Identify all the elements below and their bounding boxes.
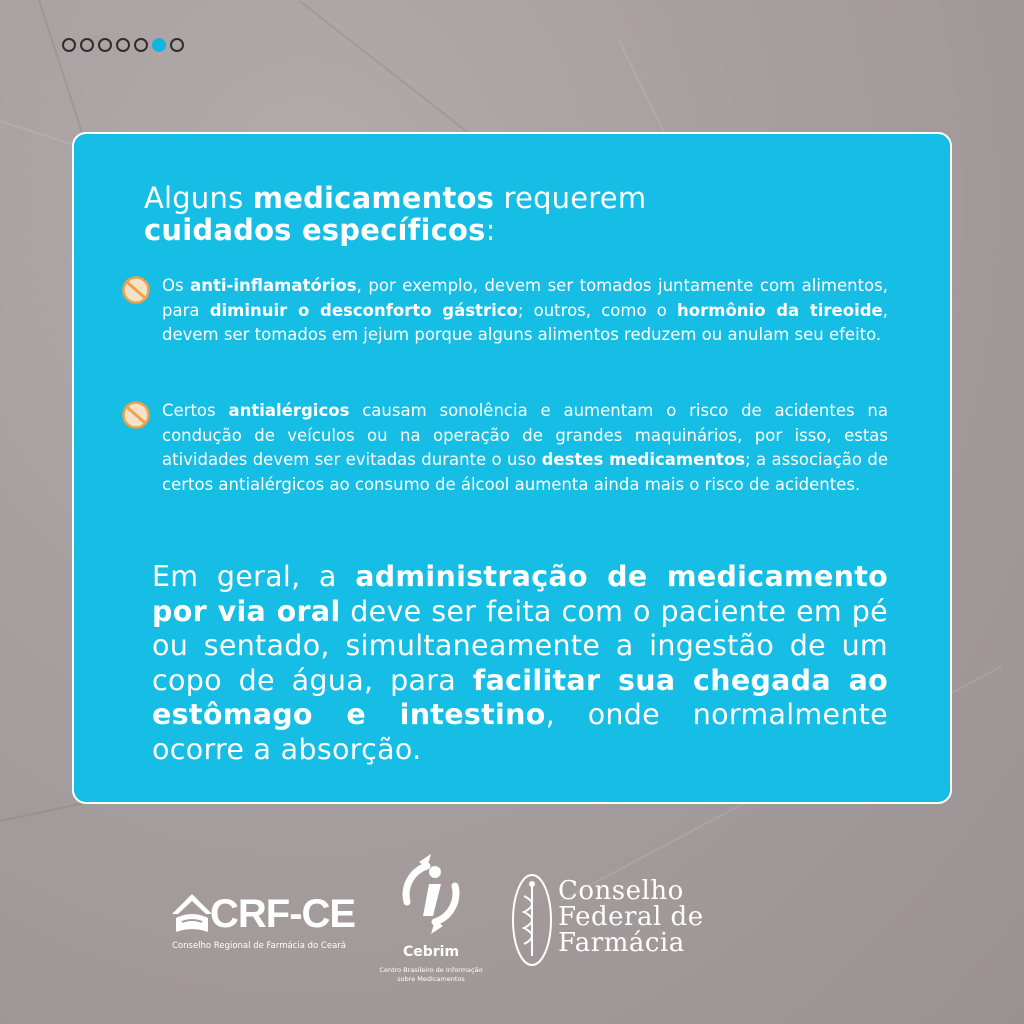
heading-text: Alguns (144, 181, 253, 215)
bullet-anti-inflamatorios (162, 274, 888, 348)
bullet-text: Certos antialérgicos causam sonolência e aumentam o risco de acidentes na condução de veículos ou na operação de grandes maquinários, por isso, estas atividades devem ser evitadas durante o uso destes medicamentos; a associação de certos antialérgicos ao consumo de álcool aumenta ainda mais o risco de acidentes. (162, 401, 888, 494)
bullet-text: Os anti-inflamatórios, por exemplo, devem ser tomados juntamente com alimentos, para diminuir o desconforto gástrico; outros, como o hormônio da tireoide, devem ser tomados em jejum porque alguns alimentos reduzem ou anulam seu efeito. (162, 276, 888, 344)
bullet-antialergicos (162, 399, 888, 497)
cebrim-subtitle: Centro Brasileiro de Informação sobre Medicamentos (379, 966, 483, 983)
heading-bold: medicamentos (252, 181, 495, 215)
page-dot[interactable] (116, 38, 130, 52)
page-dot[interactable] (80, 38, 94, 52)
crf-ce-logo (168, 884, 368, 964)
cebrim-logo (376, 846, 486, 994)
footer-logos (0, 840, 1024, 1000)
cff-wordmark: Conselho Federal de Farmácia (558, 876, 704, 958)
pill-icon (122, 401, 150, 429)
cff-logo (510, 870, 710, 970)
summary-paragraph: Em geral, a administração de medicamento por via oral deve ser feita com o paciente em pé ou sentado, simultaneamente a ingestão de um copo de água, para facilitar sua chegada ao estômago e intestino, onde normalmente ocorre a absorção. (152, 560, 888, 766)
heading-text: requerem (494, 181, 647, 215)
pagination-dots (62, 38, 184, 52)
card-heading (144, 182, 844, 246)
crf-ce-subtitle: Conselho Regional de Farmácia do Ceará (172, 941, 347, 951)
cff-emblem (510, 872, 554, 968)
heading-bold: cuidados específicos (144, 213, 486, 247)
pill-icon (122, 276, 150, 304)
cebrim-emblem (391, 846, 471, 942)
page-dot[interactable] (62, 38, 76, 52)
crf-ce-emblem (168, 888, 216, 940)
content-card (72, 132, 952, 804)
page-dot[interactable] (170, 38, 184, 52)
page-dot[interactable] (134, 38, 148, 52)
heading-text: : (485, 213, 496, 247)
page-dot-active[interactable] (152, 38, 166, 52)
page-dot[interactable] (98, 38, 112, 52)
crf-ce-wordmark: CRF-CE (210, 892, 356, 936)
cebrim-wordmark: Cebrim (402, 944, 460, 960)
